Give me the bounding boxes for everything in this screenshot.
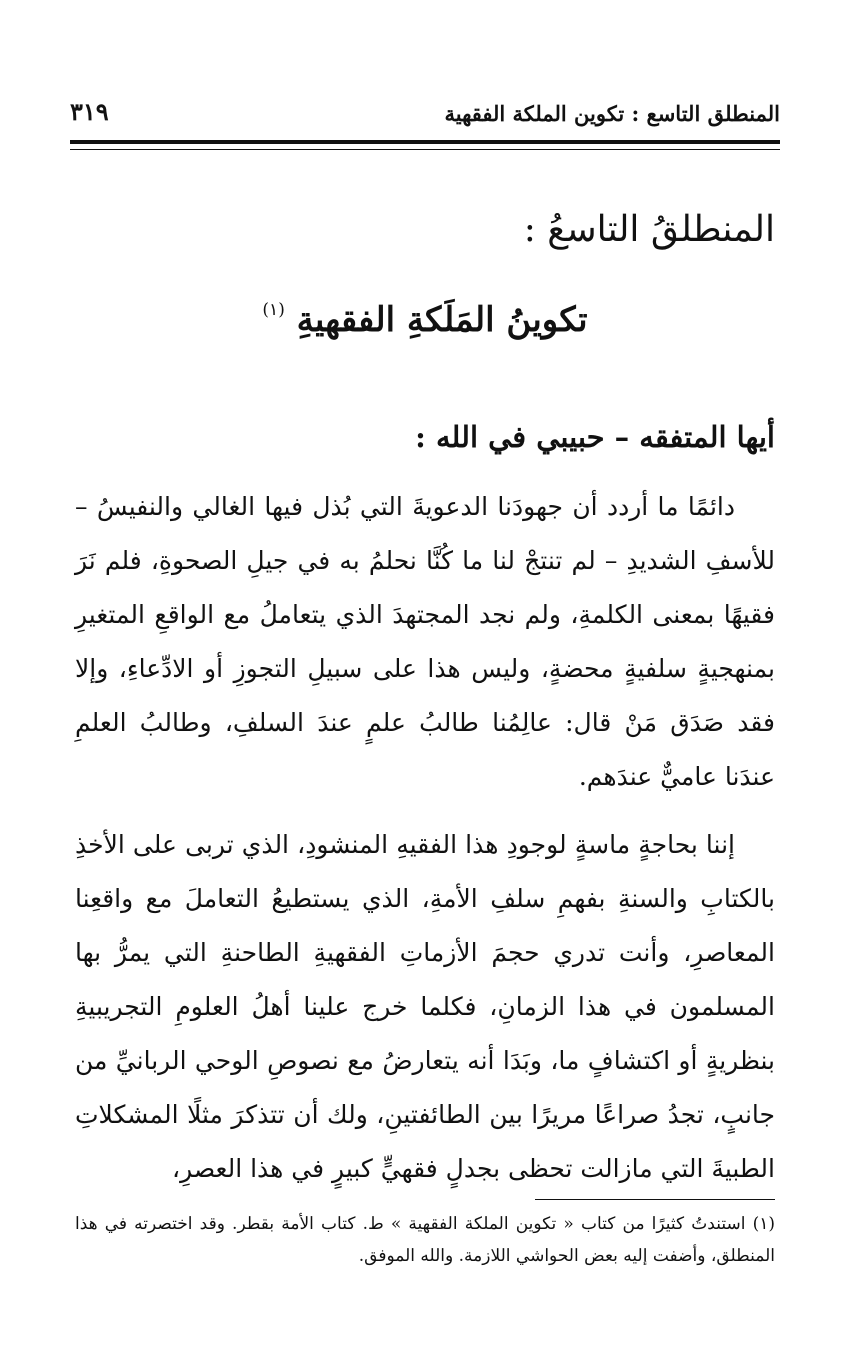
body-text bbox=[75, 480, 775, 1210]
footnote-separator bbox=[535, 1199, 775, 1200]
header-rule-thin bbox=[70, 149, 780, 150]
chapter-label: المنطلقُ التاسعُ : bbox=[523, 209, 775, 250]
footnotes bbox=[75, 1208, 775, 1272]
page-number: ٣١٩ bbox=[70, 97, 109, 126]
paragraph: دائمًا ما أردد أن جهودَنا الدعويةَ التي بُذل فيها الغالي والنفيسُ – للأسفِ الشديدِ – لم تنتجْ لنا ما كُنَّا نحلمُ به في جيلِ الصحوةِ، فلم نَرَ فقيهًا بمعنى الكلمةِ، ولم نجد المجتهدَ الذي يتعاملُ مع الواقعِ المتغيرِ بمنهجيةٍ سلفيةٍ محضةٍ، وليس هذا على سبيلِ التجوزِ أو الادِّعاءِ، وإلا فقد صَدَق مَنْ قال: عالِمُنا طالبُ علمٍ عندَ السلفِ، وطالبُ العلمِ عندَنا عاميٌّ عندَهم. bbox=[75, 492, 775, 791]
header-rule-thick bbox=[70, 140, 780, 144]
running-header bbox=[70, 84, 780, 124]
section-address: أيها المتفقه – حبيبي في الله : bbox=[415, 420, 775, 454]
running-header-title: المنطلق التاسع : تكوين الملكة الفقهية bbox=[444, 101, 780, 126]
footnote-reference: (١) bbox=[262, 300, 285, 320]
chapter-title bbox=[70, 300, 780, 341]
paragraph: إننا بحاجةٍ ماسةٍ لوجودِ هذا الفقيهِ المنشودِ، الذي تربى على الأخذِ بالكتابِ والسنةِ بفهمِ سلفِ الأمةِ، الذي يستطيعُ التعاملَ مع واقعِنا المعاصرِ، وأنت تدري حجمَ الأزماتِ الفقهيةِ الطاحنةِ التي يمرُّ بها المسلمون في هذا الزمانِ، فكلما خرج علينا أهلُ العلومِ التجريبيةِ بنظريةٍ أو اكتشافٍ ما، وبَدَا أنه يتعارضُ مع نصوصِ الوحي الربانيِّ من جانبٍ، تجدُ صراعًا مريرًا بين الطائفتينِ، ولك أن تتذكرَ مثلًا المشكلاتِ الطبيةَ التي مازالت تحظى بجدلٍ فقهيٍّ كبيرٍ في هذا العصرِ، bbox=[75, 830, 775, 1183]
chapter-title-text: تكوينُ المَلَكةِ الفقهيةِ bbox=[296, 300, 588, 340]
footnote: (١) استندتُ كثيرًا من كتاب « تكوين الملكة الفقهية » ط. كتاب الأمة بقطر. وقد اختصرته في هذا المنطلق، وأضفت إليه بعض الحواشي اللازمة. والله الموفق. bbox=[75, 1214, 775, 1266]
